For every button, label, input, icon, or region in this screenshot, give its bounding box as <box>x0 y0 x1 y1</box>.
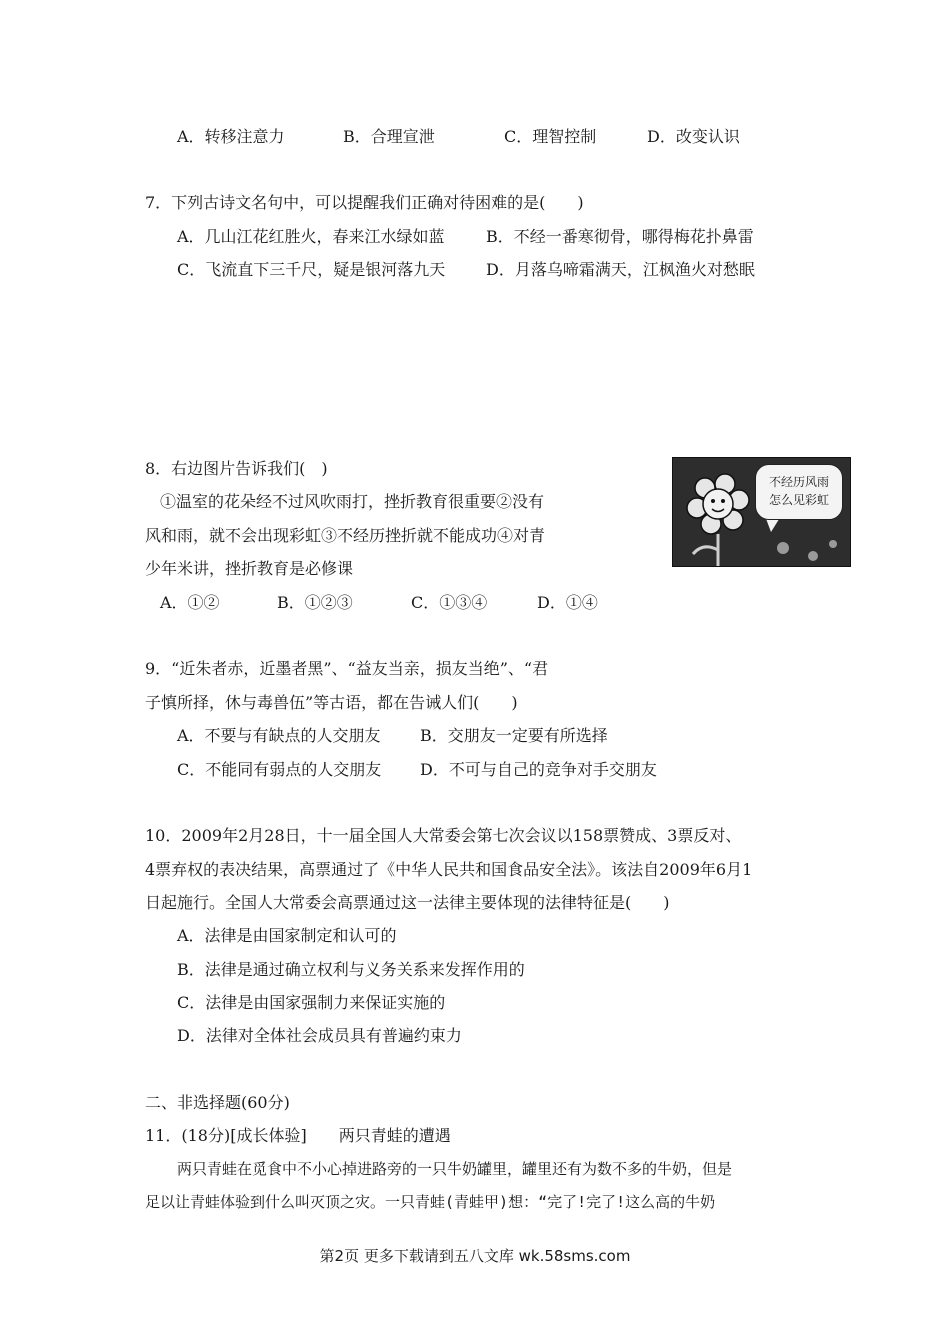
q8-option-d: D．①④ <box>537 593 598 612</box>
q9-option-b: B．交朋友一定要有所选择 <box>420 726 608 745</box>
q8-option-a: A．①② <box>160 593 220 612</box>
q6-option-b: B．合理宣泄 <box>343 127 435 146</box>
section2-heading: 二、非选择题(60分) <box>145 1093 290 1112</box>
q9-option-d: D．不可与自己的竞争对手交朋友 <box>420 760 657 779</box>
q10-option-c: C．法律是由国家强制力来保证实施的 <box>177 993 446 1012</box>
q9-stem-line-2: 子慎所择，休与毒兽伍”等古语，都在告诫人们( ) <box>145 693 518 712</box>
q6-option-c: C．理智控制 <box>504 127 597 146</box>
speech-bubble-line-1: 不经历风雨 <box>768 475 829 489</box>
q11-body-line-1: 两只青蛙在觅食中不小心掉进路旁的一只牛奶罐里，罐里还有为数不多的牛奶，但是 <box>177 1160 733 1178</box>
q8-body-line-2: 风和雨，就不会出现彩虹③不经历挫折就不能成功④对青 <box>145 526 546 545</box>
q7-option-a: A．几山江花红胜火，春来江水绿如蓝 <box>177 227 445 246</box>
q8-option-c: C．①③④ <box>411 593 488 612</box>
q9-option-a: A．不要与有缺点的人交朋友 <box>177 726 381 745</box>
q7-stem: 7．下列古诗文名句中，可以提醒我们正确对待困难的是( ) <box>145 193 584 212</box>
q7-option-b: B．不经一番寒彻骨，哪得梅花扑鼻雷 <box>486 227 754 246</box>
q8-stem: 8．右边图片告诉我们( ) <box>145 459 328 478</box>
speech-bubble-line-2: 怎么见彩虹 <box>768 493 829 507</box>
q8-body-line-3: 少年米讲，挫折教育是必修课 <box>145 559 354 578</box>
q9-stem-line-1: 9．“近朱者赤，近墨者黑”、“益友当亲，损友当绝”、“君 <box>145 659 549 678</box>
q10-option-a: A．法律是由国家制定和认可的 <box>177 926 397 945</box>
page-footer: 第2页 更多下载请到五八文库 wk.58sms.com <box>319 1247 631 1265</box>
q10-stem-line-1: 10．2009年2月28日，十一届全国人大常委会第七次会议以158票赞成、3票反对、 <box>145 826 742 845</box>
q8-body-line-1: ①温室的花朵经不过风吹雨打，挫折教育很重要②没有 <box>160 492 545 511</box>
q11-body-line-2: 足以让青蛙体验到什么叫灭顶之灾。一只青蛙(青蛙甲)想：“完了!完了!这么高的牛奶 <box>145 1193 716 1211</box>
q8-cartoon-image <box>672 457 851 567</box>
q7-option-c: C．飞流直下三千尺，疑是银河落九天 <box>177 260 446 279</box>
q9-option-c: C．不能同有弱点的人交朋友 <box>177 760 382 779</box>
q7-option-d: D．月落乌啼霜满天，江枫渔火对愁眠 <box>486 260 755 279</box>
q11-header: 11．(18分)[成长体验] 两只青蛙的遭遇 <box>145 1126 451 1145</box>
q6-option-d: D．改变认识 <box>647 127 740 146</box>
q6-option-a: A．转移注意力 <box>177 127 285 146</box>
q10-option-b: B．法律是通过确立权利与义务关系来发挥作用的 <box>177 960 525 979</box>
q10-stem-line-2: 4票弃权的表决结果，高票通过了《中华人民共和国食品安全法》。该法自2009年6月1 <box>145 860 753 879</box>
q10-stem-line-3: 日起施行。全国人大常委会高票通过这一法律主要体现的法律特征是( ) <box>145 893 670 912</box>
q10-option-d: D．法律对全体社会成员具有普遍约束力 <box>177 1026 462 1045</box>
speech-bubble <box>755 464 843 520</box>
q8-option-b: B．①②③ <box>277 593 353 612</box>
